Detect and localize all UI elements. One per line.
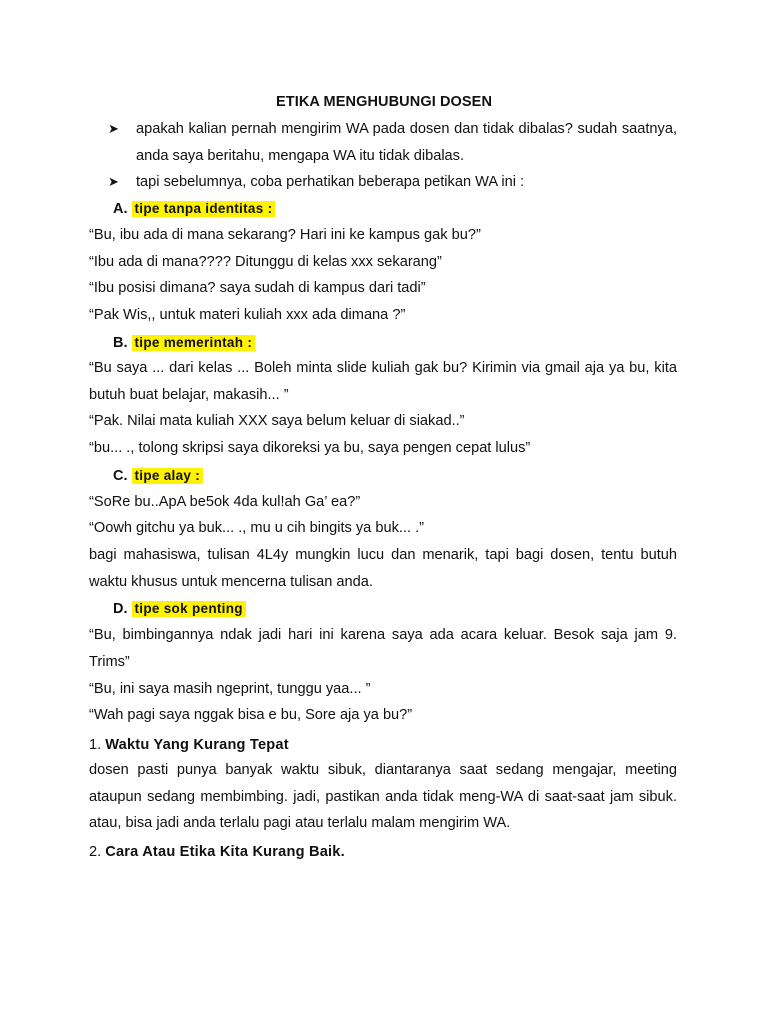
bullet-item <box>108 116 677 169</box>
bullet-item <box>108 169 677 196</box>
quote-line: “Bu saya ... dari kelas ... Boleh minta slide kuliah gak bu? Kirimin via gmail aja ya bu, kita butuh buat belajar, makasih... ” <box>89 360 677 403</box>
quote-line: “Bu, bimbingannya ndak jadi hari ini karena saya ada acara keluar. Besok saja jam 9. Trims” <box>89 627 677 670</box>
quote-line: “Ibu ada di mana???? Ditunggu di kelas xxx sekarang” <box>89 254 442 270</box>
highlighted-type-label: tipe tanpa identitas : <box>132 201 276 217</box>
quote-line: “Wah pagi saya nggak bisa e bu, Sore aja ya bu?” <box>89 707 413 723</box>
highlighted-type-label: tipe sok penting <box>132 601 246 617</box>
section-heading-1 <box>89 735 289 755</box>
section-heading-2 <box>89 842 345 862</box>
bullet-text: apakah kalian pernah mengirim WA pada dosen dan tidak dibalas? sudah saatnya, anda saya beritahu, mengapa WA itu tidak dibalas. <box>136 121 677 164</box>
type-letter: A. <box>113 201 128 217</box>
quote-line: “Pak Wis,, untuk materi kuliah xxx ada dimana ?” <box>89 307 406 323</box>
highlighted-type-label: tipe alay : <box>132 468 204 484</box>
quote-line: “Pak. Nilai mata kuliah XXX saya belum keluar di siakad..” <box>89 413 465 429</box>
type-letter: D. <box>113 601 128 617</box>
type-letter: B. <box>113 335 128 351</box>
type-heading-b <box>113 333 255 353</box>
arrow-bullet-icon: ➤ <box>108 174 119 189</box>
page-title: ETIKA MENGHUBUNGI DOSEN <box>275 94 493 110</box>
type-heading-d <box>113 599 246 619</box>
quote-line: “SoRe bu..ApA be5ok 4da kul!ah Ga’ ea?” <box>89 494 361 510</box>
highlighted-type-label: tipe memerintah : <box>132 335 256 351</box>
body-paragraph: dosen pasti punya banyak waktu sibuk, diantaranya saat sedang mengajar, meeting ataupun sedang membimbing. jadi, pastikan anda tidak meng-WA di saat-saat jam sibuk. atau, bisa jadi anda terlalu pagi atau terlalu malam mengirim WA. <box>89 762 677 831</box>
arrow-bullet-icon: ➤ <box>108 121 119 136</box>
section-title: Cara Atau Etika Kita Kurang Baik. <box>105 844 345 860</box>
quote-line: “Oowh gitchu ya buk... ., mu u cih bingits ya buk... .” <box>89 520 424 536</box>
type-heading-c <box>113 466 203 486</box>
quote-line: “Bu, ini saya masih ngeprint, tunggu yaa... ” <box>89 681 371 697</box>
type-heading-a <box>113 199 275 219</box>
body-paragraph: bagi mahasiswa, tulisan 4L4y mungkin lucu dan menarik, tapi bagi dosen, tentu butuh waktu khusus untuk mencerna tulisan anda. <box>89 547 677 590</box>
type-letter: C. <box>113 468 128 484</box>
bullet-text: tapi sebelumnya, coba perhatikan beberapa petikan WA ini : <box>136 174 525 190</box>
section-number: 1. <box>89 737 102 753</box>
quote-line: “Ibu posisi dimana? saya sudah di kampus dari tadi” <box>89 280 426 296</box>
quote-line: “Bu, ibu ada di mana sekarang? Hari ini ke kampus gak bu?” <box>89 227 481 243</box>
section-number: 2. <box>89 844 102 860</box>
quote-line: “bu... ., tolong skripsi saya dikoreksi ya bu, saya pengen cepat lulus” <box>89 440 531 456</box>
section-title: Waktu Yang Kurang Tepat <box>105 737 289 753</box>
